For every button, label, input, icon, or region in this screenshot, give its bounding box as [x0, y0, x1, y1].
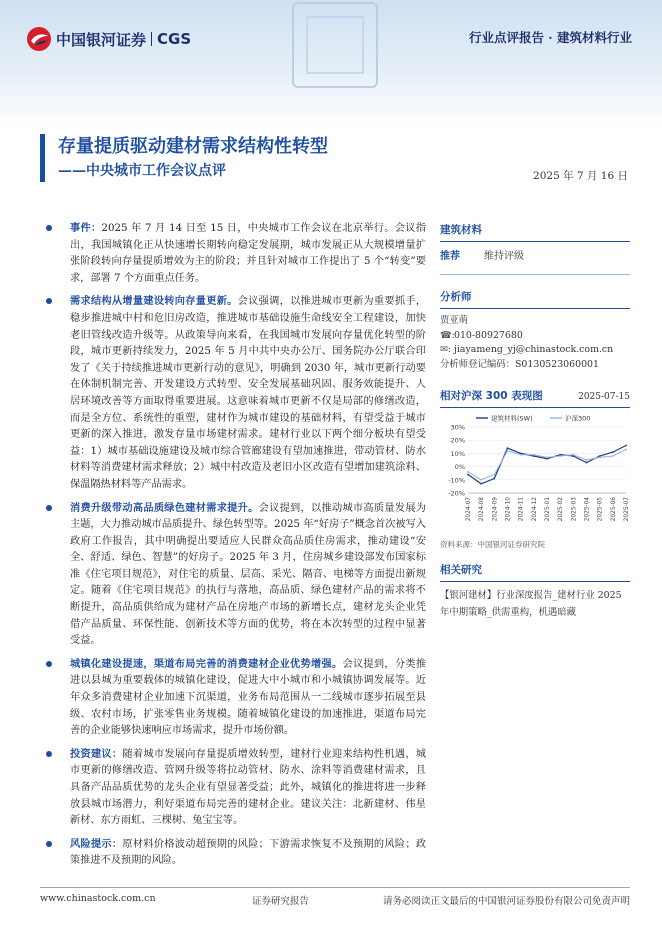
footer-site[interactable]: www.chinastock.com.cn: [40, 893, 156, 904]
footer-disclaimer: 请务必阅读正文最后的中国银河证券股份有限公司免责声明: [382, 896, 630, 907]
bullet-event: [44, 220, 426, 287]
bullet-lead: 风险提示：: [70, 837, 123, 850]
footer-divider: [40, 887, 630, 888]
bullet-consumption-upgrade: [44, 500, 426, 650]
divider: [440, 407, 630, 408]
chart-point: [467, 474, 469, 476]
sidebar: [440, 222, 630, 621]
chart-series-line-1: [468, 446, 626, 484]
bullet-risk: [44, 836, 426, 870]
chart-point: [625, 445, 627, 447]
chart-y-tick-label: 20%: [450, 436, 465, 445]
bullet-text: 随着城市发展向存量提质增效转型，建材行业迎来结构性机遇，城市更新的修缮改造、管网升级等将拉动管材、防水、涂料等消费建材需求，且具备产品品质优势的龙头企业有望显著受益；此外，城镇化的推进将进一步释放县城市场潜力，利好渠道布局完善的建材企业。建议关注：北新建材、伟星新材、东方雨虹、三棵树、兔宝宝等。: [70, 748, 427, 827]
banner-decoration-inner: [306, 16, 364, 74]
bullet-dot: [46, 841, 52, 847]
chart-source: 资料来源：中国银河证券研究院: [440, 540, 545, 549]
related-heading: 相关研究: [440, 564, 482, 576]
chart-title: 相对沪深 300 表现图: [440, 390, 543, 402]
chart-x-tick-label: 2025-03: [571, 497, 578, 522]
phone-icon: ☎:: [440, 329, 455, 341]
report-type: 行业点评报告 · 建筑材料行业: [468, 30, 632, 45]
chart-x-tick-label: 2024-11: [518, 497, 525, 522]
analyst-phone: [440, 329, 630, 344]
chart-legend-label: 沪深300: [565, 414, 591, 423]
bullet-lead: 消费升级带动高品质绿色建材需求提升。: [70, 501, 259, 514]
chart-point: [480, 483, 482, 485]
chart-point: [586, 462, 588, 464]
bullet-dot: [46, 505, 52, 511]
chart-x-tick-label: 2024-12: [531, 497, 538, 522]
chart-point: [612, 455, 614, 457]
divider: [440, 581, 630, 582]
report-subtitle: ——中央城市工作会议点评: [58, 163, 226, 179]
email-icon: ✉:: [440, 344, 452, 355]
report-date: 2025 年 7 月 16 日: [533, 170, 628, 182]
logo-mark-icon: [26, 26, 52, 52]
phone-number: 010-80927680: [454, 329, 523, 341]
chart-point: [480, 479, 482, 481]
chart-point: [559, 455, 561, 457]
chart-x-tick-label: 2024-08: [479, 497, 486, 522]
chart-x-tick-label: 2024-10: [505, 497, 512, 522]
chart-x-tick-label: 2025-02: [558, 497, 565, 522]
chart-date: 2025-07-15: [578, 392, 630, 402]
performance-chart: [440, 413, 630, 533]
chart-point: [520, 454, 522, 456]
brand-name-en: CGS: [157, 30, 192, 48]
chart-heading: [440, 388, 630, 403]
industry-name: 建筑材料: [440, 224, 482, 236]
title-accent-bar: [40, 134, 45, 182]
chart-x-tick-label: 2025-06: [610, 497, 617, 522]
chart-x-tick-label: 2025-01: [545, 497, 551, 522]
chart-point: [507, 447, 509, 449]
rating-label: 推荐: [440, 251, 460, 262]
chart-y-tick-label: 10%: [450, 449, 465, 458]
chart-point: [546, 456, 548, 458]
bullet-text: 会议提到，分类推进以县城为重要载体的城镇化建设，促进大中小城市和小城镇协调发展等。近年众多消费建材企业加速下沉渠道，业务布局范围从一二线城市逐步拓展至县级、农村市场，扩张零售业务规模。随着城镇化建设的加速推进，渠道布局完善的企业能够快速响应市场需求，提升市场份额。: [70, 658, 427, 737]
chart-point: [493, 474, 495, 476]
bullet-investment-advice: [44, 746, 426, 830]
chart-point: [599, 456, 601, 458]
chart-point: [572, 454, 574, 456]
chart-x-tick-label: 2024-09: [492, 497, 499, 522]
analyst-heading: 分析师: [440, 291, 472, 303]
chart-point: [612, 451, 614, 453]
email-address[interactable]: jiayameng_yj@chinastock.com.cn: [454, 344, 614, 355]
footer-center: 证券研究报告: [252, 896, 310, 907]
main-content: [44, 220, 426, 876]
company-logo: [26, 26, 191, 52]
bullet-urbanization: [44, 656, 426, 740]
header-banner: [0, 0, 662, 130]
analyst-name: 贾亚萌: [440, 315, 469, 326]
chart-y-tick-label: 30%: [450, 423, 465, 432]
brand-separator: [151, 32, 152, 46]
divider: [440, 274, 630, 275]
rating-value: 维持评级: [484, 251, 524, 262]
chart-series-line-2: [468, 449, 626, 479]
bullet-text: 2025 年 7 月 14 日至 15 日，中央城市工作会议在北京举行。会议指出，我国城镇化正从快速增长期转向稳定发展期，城市发展正从大规模增量扩张阶段转向存量提质增效为主的阶段；并且针对城市工作提出了 5 个“转变”要求，部署 7 个方面重点任务。: [70, 223, 426, 284]
bullet-lead: 需求结构从增量建设转向存量更新。: [70, 295, 238, 308]
chart-x-tick-label: 2025-07: [624, 497, 630, 522]
brand-name-cn: 中国银河证券: [56, 30, 147, 49]
chart-point: [625, 449, 627, 451]
bullet-text: 会议强调，以推进城市更新为重要抓手，稳步推进城中村和危旧房改造，推进城市基础设施生命线安全工程建设，加快老旧管线改造升级等。从政策导向来看，在我国城市发展向存量优化转型的阶段，城市更新持续发力，2025 年 5 月中共中央办公厅、国务院办公厅联合印发了《关于持续推进城市更新行动的意见》，明确到 2030 年，城市更新行动要在体制机制完善、开发建设方式转型、安全发展基础巩固、服务效能提升、人居环境改善等方面取得重要进展。这意味着城市更新不仅是局部的修缮改造，而是全方位、系统性的重塑，建材作为城市建设的基础材料，有望受益于城市更新的深入推进，激发存量市场建材需求。建材行业以下两个细分板块有望受益：1）城市基础设施建设及城市综合管廊建设有望加速推进，带动管材、防水材料等消费建材需求释放；2）城中村改造及老旧小区改造有望增加建筑涂料、保温隔热材料等产品需求。: [70, 296, 427, 490]
chart-legend-label: 建筑材料(SW): [491, 414, 533, 423]
chart-point: [586, 459, 588, 461]
divider: [440, 308, 630, 309]
bullet-lead: 投资建议：: [70, 747, 123, 760]
chart-point: [467, 471, 469, 473]
bullet-demand-structure: [44, 293, 426, 493]
bullet-text: 会议提到，以推动城市高质量发展为主题，大力推动城市品质提升、绿色转型等。2025 年“好房子”概念首次被写入政府工作报告，其中明确提出要适应人民群众高品质住房需求，推动建设“安全、舒适、绿色、智慧”的好房子。2025 年 3 月，住房城乡建设部发布国家标准《住宅项目规范》，对住宅的质量、层高、采光、隔音、电梯等方面提出新规定。随着《住宅项目规范》的执行与落地，高品质、绿色建材产品的需求将不断提升，高品质供给成为建材产品在房地产市场的新增长点，建材龙头企业凭借产品质量、环保性能、创新技术等方面的优势，将在本次转型的过程中显著受益。: [70, 502, 426, 647]
bullet-text: 原材料价格波动超预期的风险；下游需求恢复不及预期的风险；政策推进不及预期的风险。: [70, 838, 427, 867]
bullet-lead: 城镇化建设提速，渠道布局完善的消费建材企业优势增强。: [70, 657, 343, 670]
bullet-dot: [46, 225, 52, 231]
report-title: 存量提质驱动建材需求结构性转型: [58, 136, 328, 157]
chart-y-tick-label: 0%: [454, 463, 465, 472]
chart-y-tick-label: -10%: [448, 476, 465, 485]
chart-point: [493, 478, 495, 480]
bullet-dot: [46, 661, 52, 667]
chart-x-tick-label: 2025-05: [597, 497, 604, 522]
analyst-email: [440, 343, 630, 358]
related-research[interactable]: 【银河建材】行业深度报告_建材行业 2025 年中期策略_供需重构，机遇暗藏: [440, 590, 622, 618]
chart-point: [533, 454, 535, 456]
chart-x-tick-label: 2025-04: [584, 497, 591, 522]
chart-x-tick-label: 2024-07: [466, 497, 472, 522]
bullet-dot: [46, 751, 52, 757]
rating: [440, 247, 630, 262]
bullet-lead: 事件：: [70, 222, 102, 234]
divider: [440, 241, 630, 242]
bullet-dot: [46, 298, 52, 304]
chart-y-tick-label: -20%: [448, 489, 465, 498]
analyst-cert: 分析师登记编码：S0130523060001: [440, 358, 599, 370]
chart-point: [507, 450, 509, 452]
